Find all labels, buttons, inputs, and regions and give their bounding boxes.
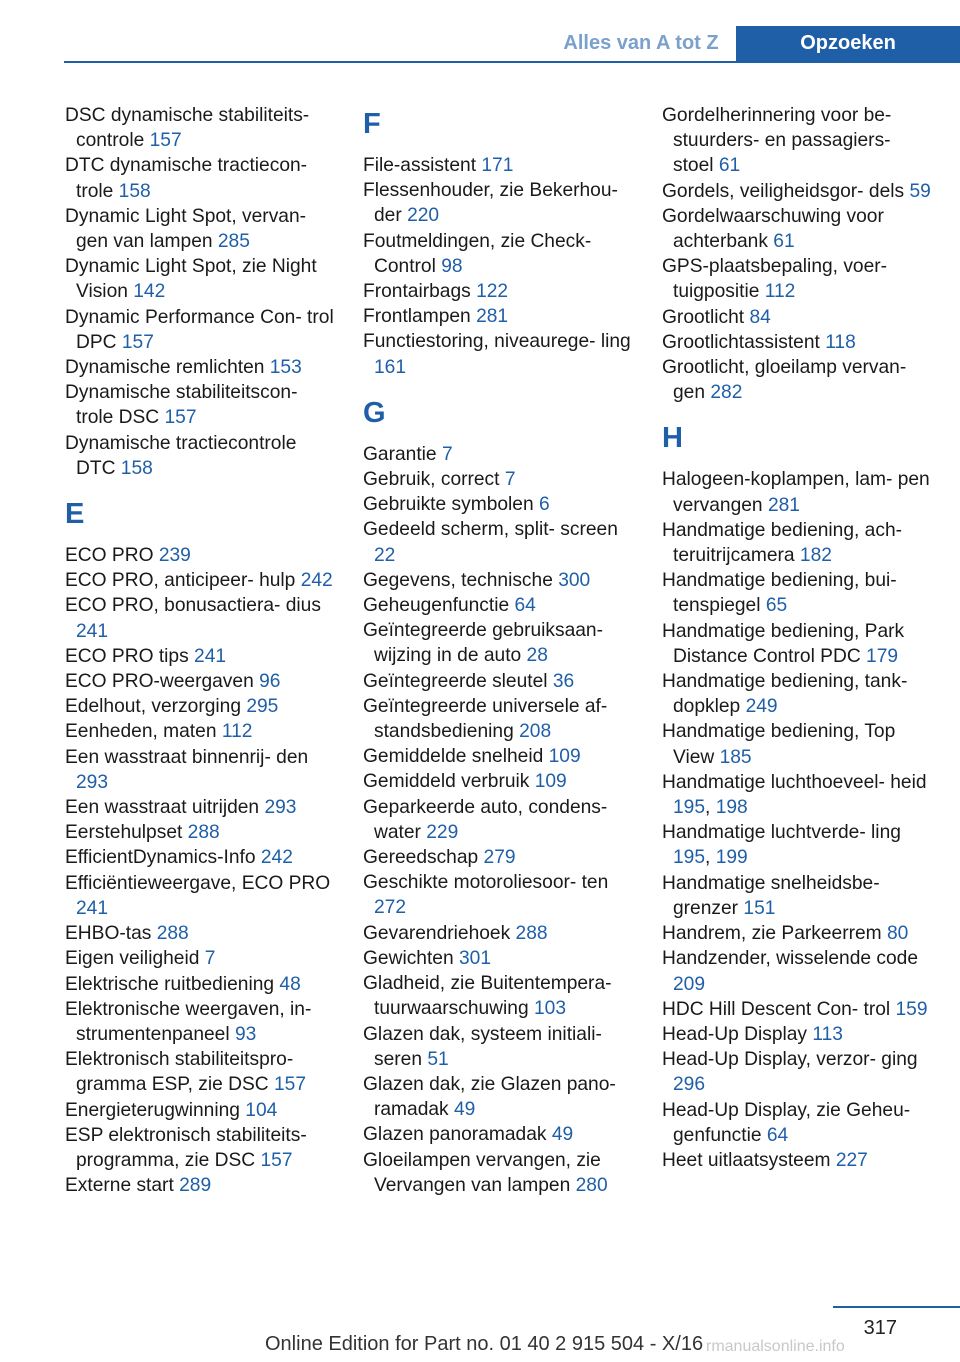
index-entry-term: Handmatige bediening, bui- tenspiegel: [662, 570, 897, 617]
index-entry: [363, 492, 635, 517]
index-entry: [65, 1123, 337, 1173]
index-entry-term: Edelhout, verzorging: [65, 696, 241, 718]
index-entry-term: DSC dynamische stabiliteits- controle: [65, 105, 310, 152]
index-entry-term: Flessenhouder, zie Bekerhou- der: [363, 180, 618, 227]
index-entry: [363, 618, 635, 668]
index-entry: [662, 1047, 934, 1097]
page-reference-link[interactable]: 109: [548, 746, 581, 768]
index-entry: [662, 330, 934, 355]
index-letter-heading: H: [662, 422, 683, 455]
index-entry-term: Dynamische remlichten: [65, 357, 265, 379]
page-reference-link[interactable]: 300: [558, 569, 591, 591]
index-entry-term: Grootlicht: [662, 306, 745, 328]
page-number: 317: [863, 1317, 897, 1339]
page-reference-link[interactable]: 279: [483, 847, 516, 869]
index-entry-term: Eerstehulpset: [65, 822, 183, 844]
page-reference-link[interactable]: 161: [374, 356, 407, 378]
index-entry-term: Geheugenfunctie: [363, 595, 510, 617]
index-entry-term: Dynamische stabiliteitscon- trole DSC: [65, 382, 298, 429]
index-entry-term: Handmatige luchtverde- ling: [662, 822, 901, 844]
index-entry: [662, 254, 934, 304]
index-entry-term: Handzender, wisselende code: [662, 948, 919, 970]
edition-footer: Online Edition for Part no. 01 40 2 915 504 - X/16: [265, 1333, 704, 1355]
index-entry: [65, 568, 337, 593]
page-reference-link[interactable]: 281: [767, 494, 800, 516]
page-reference-link[interactable]: 159: [895, 998, 928, 1020]
index-entry-term: Foutmeldingen, zie Check- Control: [363, 230, 592, 277]
index-entry-term: Handmatige bediening, tank- dopklep: [662, 671, 908, 718]
index-entry-term: Gegevens, technische: [363, 569, 553, 591]
index-entry-term: ESP elektronisch stabiliteits- programma, zie DSC: [65, 1124, 307, 1171]
index-entry-term: Handmatige snelheidsbe- grenzer: [662, 872, 880, 919]
index-entry-term: Gereedschap: [363, 847, 479, 869]
index-entry: [65, 305, 337, 355]
page-reference-link[interactable]: 239: [158, 545, 191, 567]
index-entry: [363, 229, 635, 279]
index-entry: [363, 178, 635, 228]
index-entry: Handmatige luchtverde- ling 195, 199: [662, 822, 901, 869]
index-entry: [363, 870, 635, 920]
index-entry: [65, 204, 337, 254]
page-reference-link[interactable]: 295: [246, 696, 279, 718]
page-reference-link[interactable]: 195: [673, 797, 706, 819]
page-reference-link[interactable]: 157: [274, 1074, 307, 1096]
index-entry: [65, 795, 337, 820]
page-reference-link[interactable]: 227: [835, 1149, 868, 1171]
index-entry-term: Een wasstraat binnenrij- den: [65, 746, 309, 768]
index-entry-term: Dynamic Performance Con- trol DPC: [65, 306, 334, 353]
index-entry-term: EHBO-tas: [65, 923, 152, 945]
index-entry: [363, 971, 635, 1021]
page-reference-link[interactable]: 242: [260, 847, 293, 869]
page-reference-link[interactable]: 242: [300, 570, 333, 592]
index-entry-term: Glazen panoramadak: [363, 1124, 547, 1146]
index-entry: [65, 380, 337, 430]
index-entry: [65, 669, 337, 694]
page-reference-link[interactable]: 98: [441, 255, 463, 277]
index-column-2: [363, 103, 635, 1198]
page-reference-link[interactable]: 61: [718, 155, 741, 177]
page-reference-link[interactable]: 61: [773, 231, 795, 253]
page-reference-link[interactable]: 241: [76, 620, 109, 642]
index-entry: [662, 568, 934, 618]
index-entry-term: Gemiddeld verbruik: [363, 771, 530, 793]
page-reference-link[interactable]: 208: [519, 721, 552, 743]
index-entry: [65, 820, 337, 845]
index-entry: [363, 795, 635, 845]
page-reference-link[interactable]: 7: [504, 469, 516, 491]
index-entry-term: Grootlicht, gloeilamp vervan- gen: [662, 357, 907, 404]
index-entry: [65, 355, 337, 380]
index-entry-term: Gebruik, correct: [363, 469, 500, 491]
page-reference-link[interactable]: 64: [766, 1124, 789, 1146]
page-reference-link[interactable]: 7: [204, 948, 216, 970]
page-reference-link[interactable]: 288: [515, 922, 548, 944]
index-entry-term: Gordels, veiligheidsgor- dels: [662, 180, 905, 202]
page-reference-link[interactable]: 103: [534, 998, 567, 1020]
index-entry-term: Functiestoring, niveaurege- ling: [363, 331, 631, 353]
page-reference-link[interactable]: 288: [187, 822, 220, 844]
page-reference-link[interactable]: 80: [887, 923, 909, 945]
page-reference-link[interactable]: 122: [476, 281, 509, 303]
page-reference-link[interactable]: 59: [909, 180, 931, 202]
section-tab[interactable]: Alles van A tot Z: [563, 32, 719, 54]
page-reference-link[interactable]: 157: [260, 1149, 293, 1171]
page-reference-link[interactable]: 112: [221, 721, 253, 743]
index-entry-term: Gedeeld scherm, split- screen: [363, 519, 618, 541]
index-entry: [363, 744, 635, 769]
index-entry: [65, 644, 337, 669]
index-entry: [662, 204, 934, 254]
page-reference-link[interactable]: 289: [179, 1175, 212, 1197]
index-entry: [363, 329, 635, 379]
page-reference-link[interactable]: 112: [764, 281, 796, 303]
index-entry-term: Externe start: [65, 1175, 174, 1197]
index-entry: [363, 845, 635, 870]
index-entry-term: Heet uitlaatsysteem: [662, 1149, 831, 1171]
index-entry-term: Head-Up Display, zie Geheu- genfunctie: [662, 1099, 911, 1146]
index-entry: [662, 518, 934, 568]
index-entry: [65, 946, 337, 971]
index-entry: [363, 946, 635, 971]
index-entry: [662, 305, 934, 330]
index-entry-term: Frontlampen: [363, 306, 471, 328]
index-entry-term: Handmatige bediening, Top View: [662, 721, 896, 768]
page-reference-link[interactable]: 7: [441, 443, 453, 465]
index-entry: [65, 694, 337, 719]
index-entry: [662, 355, 934, 405]
index-entry: [662, 1148, 934, 1173]
page-reference-link[interactable]: 229: [426, 821, 459, 843]
index-entry-term: Halogeen-koplampen, lam- pen vervangen: [662, 469, 930, 516]
index-entry: [662, 946, 934, 996]
page-reference-link[interactable]: 158: [120, 457, 153, 479]
index-entry-term: Geïntegreerde sleutel: [363, 670, 548, 692]
page-reference-link[interactable]: 293: [76, 771, 109, 793]
index-entry: [662, 1098, 934, 1148]
index-entry-term: EfficientDynamics-Info: [65, 847, 256, 869]
index-entry: [65, 254, 337, 304]
index-entry: [662, 997, 934, 1022]
page-reference-link[interactable]: 109: [534, 771, 567, 793]
index-entry: [65, 1098, 337, 1123]
index-entry-term: ECO PRO, anticipeer- hulp: [65, 570, 296, 592]
index-entry-term: Gloeilampen vervangen, zie Vervangen van lampen: [363, 1149, 601, 1196]
page-reference-link[interactable]: 199: [715, 847, 748, 869]
index-entry-term: Garantie: [363, 443, 437, 465]
index-entry-term: DTC dynamische tractiecon- trole: [65, 155, 308, 202]
page-reference-link[interactable]: 158: [118, 180, 151, 202]
index-letter-heading: E: [65, 498, 85, 531]
index-entry-term: Gordelherinnering voor be- stuurders- en passagiers- stoel: [662, 105, 892, 177]
index-entry-term: ECO PRO, bonusactiera- dius: [65, 595, 321, 617]
page-reference-link[interactable]: 64: [514, 595, 536, 617]
page-reference-link[interactable]: 195: [673, 847, 706, 869]
index-entry: [363, 769, 635, 794]
page-reference-link[interactable]: 157: [164, 407, 197, 429]
index-entry-term: Gemiddelde snelheid: [363, 746, 544, 768]
index-entry: [363, 568, 635, 593]
watermark: rmanualsonline.info: [706, 1338, 845, 1355]
index-entry: Handmatige luchthoeveel- heid 195, 198: [662, 771, 927, 819]
index-entry-term: Gebruikte symbolen: [363, 494, 534, 516]
index-column-3: [662, 103, 934, 1173]
index-entry-term: Gewichten: [363, 947, 454, 969]
index-entry: [65, 103, 337, 153]
page-reference-link[interactable]: 28: [526, 645, 548, 667]
page-reference-link[interactable]: 36: [552, 670, 575, 692]
index-entry: [363, 153, 635, 178]
index-entry: [65, 997, 337, 1047]
index-entry: [65, 871, 337, 921]
index-entry: [363, 1148, 635, 1198]
page-reference-link[interactable]: 65: [765, 595, 788, 617]
index-entry-term: ECO PRO: [65, 545, 154, 567]
index-entry-term: Efficiëntieweergave, ECO PRO: [65, 872, 331, 894]
page-reference-link[interactable]: 142: [133, 281, 166, 303]
index-entry-term: ECO PRO tips: [65, 645, 189, 667]
page-reference-link[interactable]: 153: [269, 357, 302, 379]
index-entry-term: Frontairbags: [363, 281, 471, 303]
index-entry: [65, 921, 337, 946]
index-entry-term: ECO PRO-weergaven: [65, 671, 254, 693]
page-reference-link[interactable]: 272: [374, 897, 407, 919]
index-entry-term: Gladheid, zie Buitentempera- tuurwaarschuwing: [363, 973, 612, 1020]
index-entry: [363, 467, 635, 492]
index-entry: [363, 304, 635, 329]
index-entry-term: Elektronisch stabiliteitspro- gramma ESP, zie DSC: [65, 1049, 294, 1096]
index-entry-term: Dynamic Light Spot, vervan- gen van lampen: [65, 205, 307, 253]
page-reference-link[interactable]: 182: [799, 545, 832, 567]
page-reference-link[interactable]: 281: [476, 306, 509, 328]
index-entry-term: Handmatige bediening, Park Distance Control PDC: [662, 620, 905, 667]
index-entry: [65, 1173, 337, 1198]
index-entry-term: GPS-plaatsbepaling, voer- tuigpositie: [662, 256, 888, 303]
index-entry: [65, 1047, 337, 1097]
index-entry: [363, 1072, 635, 1122]
page-reference-link[interactable]: 301: [459, 947, 492, 969]
index-column-1: [65, 103, 337, 1198]
page-header: [0, 0, 960, 64]
page-reference-link[interactable]: 296: [673, 1074, 706, 1096]
index-entry: [363, 669, 635, 694]
index-entry: [65, 745, 337, 795]
index-entry: [662, 1022, 934, 1047]
page-reference-link[interactable]: 241: [194, 645, 227, 667]
index-entry-term: Handmatige bediening, ach- teruitrijcamera: [662, 519, 903, 567]
index-entry-term: Elektronische weergaven, in- strumentenpaneel: [65, 998, 312, 1045]
index-entry: [662, 669, 934, 719]
index-entry: [363, 694, 635, 744]
page-reference-link[interactable]: 118: [825, 331, 856, 353]
index-entry-term: Eenheden, maten: [65, 721, 217, 743]
index-entry: [65, 719, 337, 744]
index-entry: [65, 153, 337, 203]
index-entry-term: File-assistent: [363, 155, 477, 176]
index-entry-term: Geïntegreerde gebruiksaan- wijzing in de auto: [363, 620, 603, 667]
index-entry: [662, 467, 934, 517]
index-entry-term: Glazen dak, systeem initiali- seren: [363, 1023, 602, 1070]
index-entry-term: HDC Hill Descent Con- trol: [662, 998, 891, 1020]
page-reference-link[interactable]: 104: [245, 1099, 278, 1121]
page-reference-link[interactable]: 48: [279, 973, 301, 995]
index-letter-heading: G: [363, 396, 386, 429]
index-entry: [65, 593, 337, 643]
index-entry: [662, 921, 934, 946]
index-entry-term: Dynamic Light Spot, zie Night Vision: [65, 256, 317, 303]
index-entry: [662, 179, 934, 204]
page-reference-link[interactable]: 49: [551, 1124, 574, 1146]
index-entry-term: Geschikte motoroliesoor- ten: [363, 872, 609, 894]
index-entry-term: Geïntegreerde universele af- standsbediening: [363, 695, 608, 743]
index-entry-term: Energieterugwinning: [65, 1099, 240, 1121]
page-reference-link[interactable]: 288: [156, 923, 189, 945]
index-entry: [65, 845, 337, 870]
header-rule: [64, 61, 960, 63]
index-entry: [662, 103, 934, 179]
index-entry: [363, 1022, 635, 1072]
page-reference-link[interactable]: 241: [76, 897, 109, 919]
page-reference-link[interactable]: 171: [481, 155, 514, 176]
page-reference-link[interactable]: 157: [121, 331, 154, 353]
index-entry: [363, 279, 635, 304]
page-reference-link[interactable]: 93: [234, 1023, 257, 1045]
page-reference-link[interactable]: 49: [454, 1099, 476, 1121]
index-entry: [662, 619, 934, 669]
page-reference-link[interactable]: 157: [149, 130, 182, 152]
page-reference-link[interactable]: 185: [719, 746, 752, 768]
index-entry-term: Head-Up Display: [662, 1023, 808, 1045]
page-reference-link[interactable]: 209: [673, 973, 706, 995]
page-reference-link[interactable]: 6: [538, 494, 550, 516]
page-reference-link[interactable]: 84: [749, 306, 771, 328]
page-reference-link[interactable]: 96: [259, 671, 281, 693]
index-entry-term: Geparkeerde auto, condens- water: [363, 796, 608, 843]
index-entry-term: Head-Up Display, verzor- ging: [662, 1049, 918, 1071]
page-reference-link[interactable]: 220: [407, 205, 440, 227]
page-reference-link[interactable]: 179: [866, 645, 899, 667]
index-entry-term: Gordelwaarschuwing voor achterbank: [662, 205, 884, 253]
active-tab[interactable]: Opzoeken: [736, 26, 960, 61]
index-entry: [363, 442, 635, 467]
page-reference-link[interactable]: 51: [427, 1048, 449, 1070]
index-entry: [363, 921, 635, 946]
page-reference-link[interactable]: 22: [374, 544, 396, 566]
page-reference-link[interactable]: 280: [575, 1174, 608, 1196]
index-letter-heading: F: [363, 108, 381, 140]
page-reference-link[interactable]: 249: [745, 696, 778, 718]
index-entry: [662, 719, 934, 769]
index-entry-term: Handrem, zie Parkeerrem: [662, 923, 882, 945]
page-reference-link[interactable]: 293: [264, 797, 297, 819]
page-number-rule: [833, 1306, 960, 1308]
index-entry-term: Een wasstraat uitrijden: [65, 797, 260, 819]
index-entry-term: Glazen dak, zie Glazen pano- ramadak: [363, 1073, 616, 1121]
index-entry-term: Elektrische ruitbediening: [65, 973, 275, 995]
page-reference-link[interactable]: 151: [743, 897, 776, 919]
index-entry: [65, 543, 337, 568]
index-entry: [363, 517, 635, 567]
index-entry-term: Handmatige luchthoeveel- heid: [662, 771, 927, 793]
page-reference-link[interactable]: 285: [217, 231, 250, 253]
index-entry-term: Gevarendriehoek: [363, 922, 511, 944]
index-entry: [662, 871, 934, 921]
page-reference-link[interactable]: 113: [812, 1023, 843, 1045]
page-reference-link[interactable]: 198: [715, 797, 748, 819]
index-entry: [363, 593, 635, 618]
index-entry-term: Grootlichtassistent: [662, 331, 820, 353]
index-entry: [363, 1122, 635, 1147]
index-entry-term: Eigen veiligheid: [65, 948, 200, 970]
index-entry-term: Dynamische tractiecontrole DTC: [65, 432, 297, 479]
page-reference-link[interactable]: 282: [710, 382, 743, 404]
index-entry: [65, 972, 337, 997]
index-entry: [65, 431, 337, 481]
